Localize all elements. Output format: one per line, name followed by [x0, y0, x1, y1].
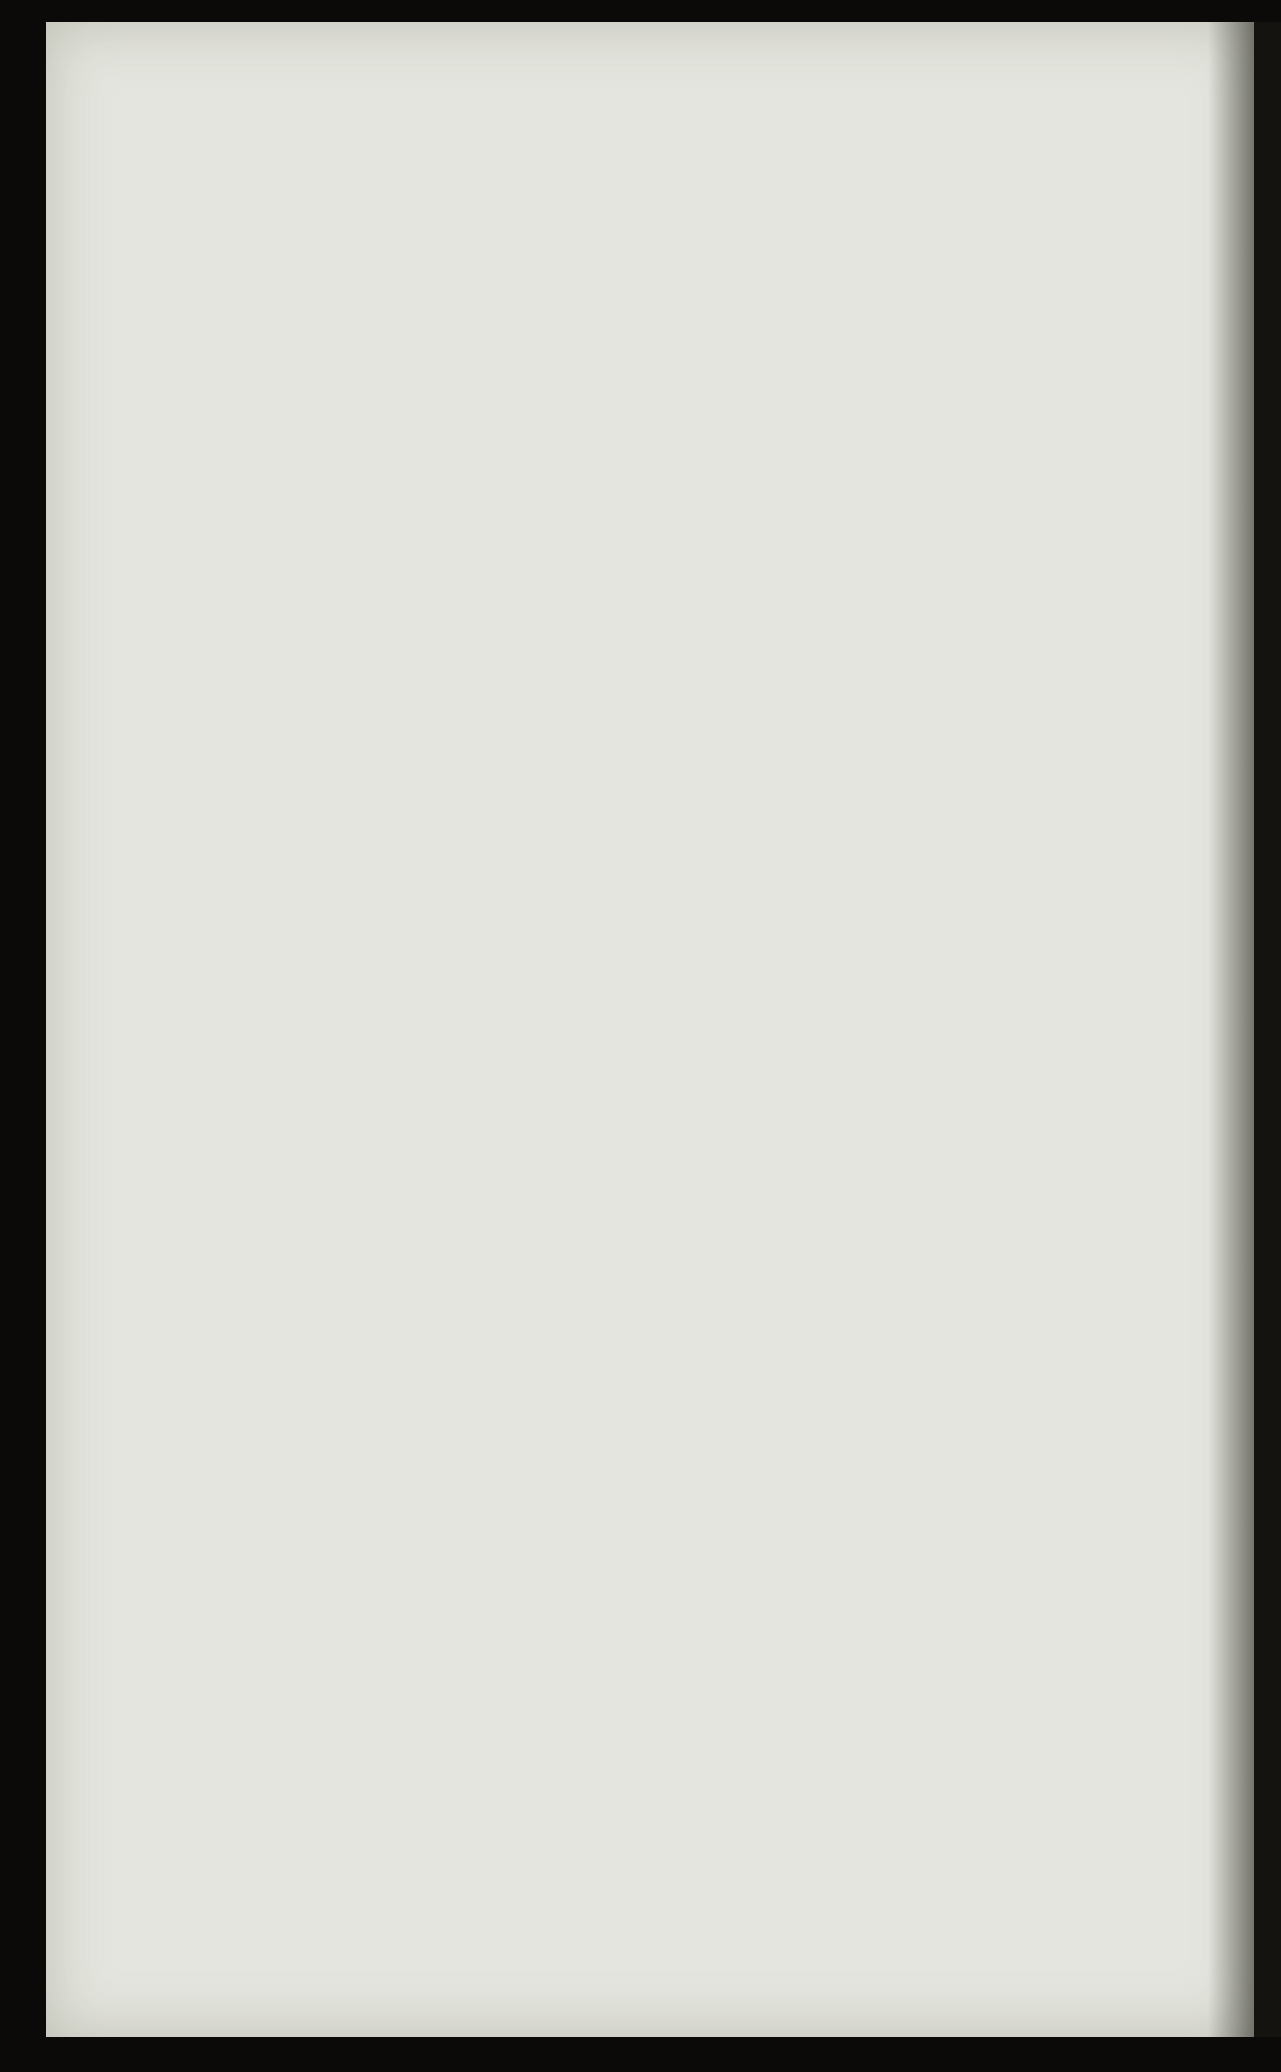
page-edge-shadow [1254, 22, 1281, 2037]
book-page [46, 22, 1254, 2037]
page-header [219, 144, 1179, 192]
